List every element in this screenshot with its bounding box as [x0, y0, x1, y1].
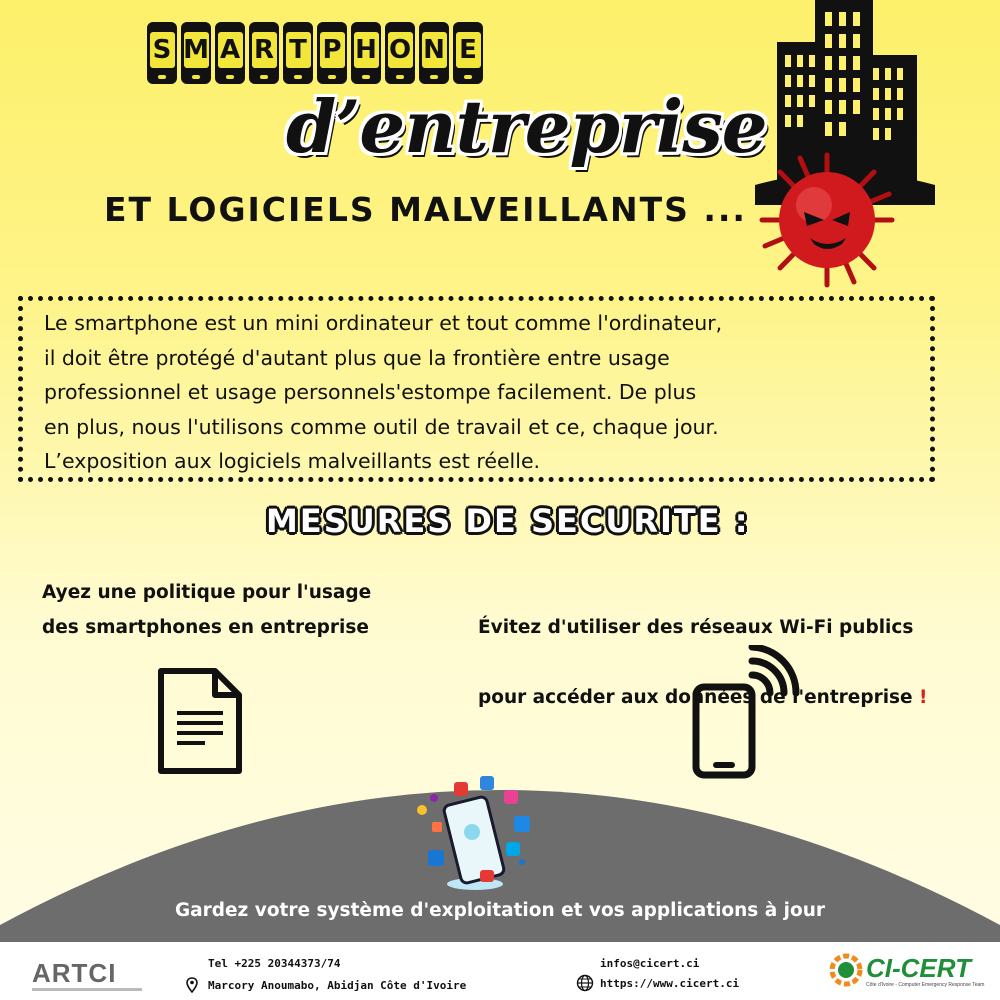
website-link[interactable]: https://www.cicert.ci	[600, 977, 740, 990]
title-entreprise: d’entreprise	[286, 84, 767, 169]
phone-wifi-icon	[690, 645, 800, 780]
address: Marcory Anoumabo, Abidjan Côte d'Ivoire	[208, 979, 467, 992]
measure-wifi-line1: Évitez d'utiliser des réseaux Wi-Fi publics	[478, 617, 914, 638]
intro-text: Le smartphone est un mini ordinateur et tout comme l'ordinateur, il doit être protégé d'autant plus que la frontière entre usage professionnel et usage personnels'estompe facilement. De plus en plus, nous l'utilisons comme outil de travail et ce, chaque jour. L’exposition aux logiciels malveillants est réelle.	[44, 311, 723, 473]
cicert-logo: CI-CERT	[866, 953, 971, 983]
measures-heading: MESURES DE SECURITE :	[266, 502, 750, 540]
measure-wifi-line2: pour accéder aux données de l'entreprise	[478, 687, 920, 708]
title-letter: O	[385, 22, 415, 84]
smartphone-apps-icon	[410, 772, 540, 892]
title-malware: ET LOGICIELS MALVEILLANTS ...	[104, 190, 747, 229]
globe-icon	[576, 974, 594, 992]
title-letter: H	[351, 22, 381, 84]
cicert-gear-icon	[826, 950, 866, 990]
artci-logo: ARTCI	[32, 958, 117, 988]
email-link[interactable]: infos@cicert.ci	[600, 957, 700, 970]
title-letter: S	[147, 22, 177, 84]
title-letter: N	[419, 22, 449, 84]
virus-icon	[752, 150, 902, 290]
title-letter: T	[283, 22, 313, 84]
warning-mark: !	[919, 687, 928, 708]
title-letter: E	[453, 22, 483, 84]
measure-update: Gardez votre système d'exploitation et vos applications à jour	[174, 900, 826, 921]
title-smartphone	[147, 22, 483, 84]
title-letter: R	[249, 22, 279, 84]
title-letter: M	[181, 22, 211, 84]
title-letter: A	[215, 22, 245, 84]
title-letter: P	[317, 22, 347, 84]
phone-number: Tel +225 20344373/74	[208, 957, 341, 970]
cicert-tagline: Côte d'Ivoire - Computer Emergency Response Team	[866, 982, 985, 988]
measure-policy: Ayez une politique pour l'usage des smartphones en entreprise	[42, 582, 372, 638]
artci-logo-caption	[32, 988, 142, 991]
document-icon	[155, 665, 245, 777]
location-icon	[186, 977, 198, 993]
